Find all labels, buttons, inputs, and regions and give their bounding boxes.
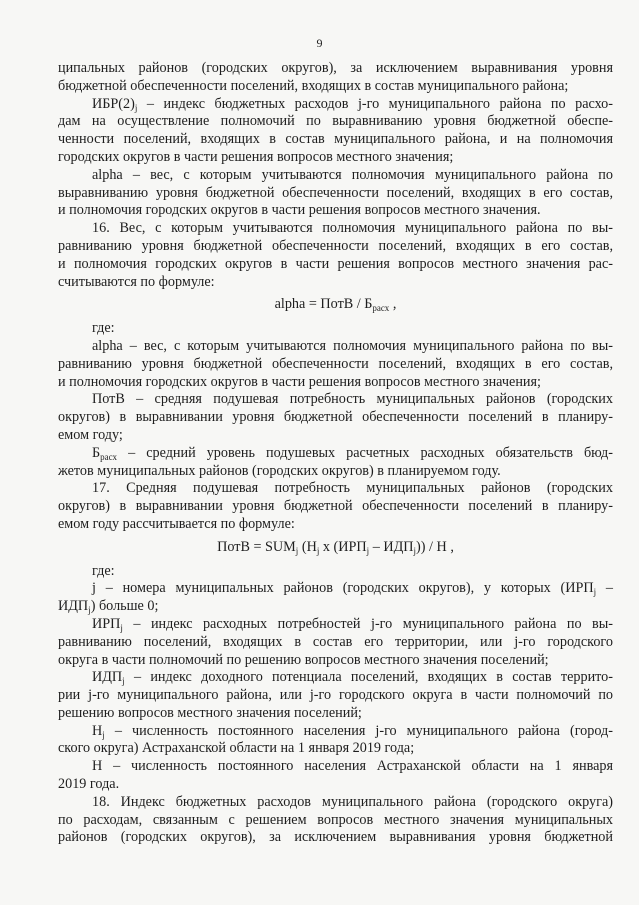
text-line: ципальных районов (городских округов), за исключением выравнивания уровня xyxy=(58,60,613,76)
text-line: 2019 года. xyxy=(58,776,120,793)
text-line: $Н_j$ – численность постоянного населения j-го муниципального района (город- xyxy=(92,722,613,740)
text-line: $ИБР(2)_j$ – индекс бюджетных расходов j-го муниципального района по расхо- xyxy=(92,95,613,113)
text-line: ПотВ = $SUM_j$ ($Н_j$ x $(ИРП_j - ИДП_j)$) / Н , xyxy=(217,538,454,556)
text-line: alpha – вес, с которым учитываются полномочия муниципального района по xyxy=(92,166,613,183)
text-line: районов (городских округов), за исключением выравнивания уровня бюджетной xyxy=(58,829,613,846)
text-line: решению вопросов местного значения поселений; xyxy=(58,704,362,721)
text-line: равниванию уровня бюджетной обеспеченности поселений, входящих в его состав, xyxy=(58,355,613,372)
text-line: округа в части полномочий по решению вопросов местного значения поселений; xyxy=(58,651,549,668)
text-line: j – номера муниципальных районов (городских округов), у которых ($ИРП_j$ – xyxy=(92,580,613,598)
text-line: равниванию поселений, входящих в состав его территории, или j-го городского xyxy=(58,633,613,650)
text-line: 18. Индекс бюджетных расходов муниципального района (городского округа) xyxy=(92,793,613,810)
text-line: городских округов в части решения вопросов местного значения; xyxy=(58,148,454,165)
text-line: Н – численность постоянного населения Астраханской области на 1 января xyxy=(92,758,613,775)
text-line: жетов муниципальных районов (городских округов) в планируемом году. xyxy=(58,462,501,479)
text-line: и полномочия городских округов в части решения вопросов местного значения рас- xyxy=(58,255,613,272)
text-line: $ИРП_j$ – индекс расходных потребностей j-го муниципального района по вы- xyxy=(92,615,613,633)
text-line: где: xyxy=(92,320,115,337)
text-line: по расходам, связанным с решением вопросов местного значения муниципальных xyxy=(58,811,613,828)
page-number: 9 xyxy=(316,36,323,50)
text-line: alpha – вес, с которым учитываются полномочия муниципального района по вы- xyxy=(92,337,613,354)
text-line: и полномочия городских округов в части решения вопросов местного значения. xyxy=(58,202,541,219)
text-line: $ИДП_j$ – индекс доходного потенциала поселений, входящих в состав террито- xyxy=(92,669,613,687)
text-line: выравниванию уровня бюджетной обеспеченности поселений, входящих в его состав, xyxy=(58,184,613,201)
text-line: считываются по формуле: xyxy=(58,273,215,290)
text-line: рии j-го муниципального района, или j-го городского округа в части полномочий по xyxy=(58,687,613,704)
document-body xyxy=(58,60,613,847)
text-line: ПотВ – средняя подушевая потребность муниципальных районов (городских xyxy=(92,391,613,408)
text-line: и полномочия городских округов в части решения вопросов местного значения; xyxy=(58,373,541,390)
text-line: где: xyxy=(92,562,115,579)
text-line: $ИДП_j$) больше 0; xyxy=(58,598,159,616)
text-line: дам на осуществление полномочий по выравниванию уровня бюджетной обеспе- xyxy=(58,113,613,130)
text-line: емом году; xyxy=(58,426,123,443)
text-line: емом году рассчитывается по формуле: xyxy=(58,515,295,532)
text-line: равниванию уровня бюджетной обеспеченности поселений, входящих в его состав, xyxy=(58,237,613,254)
text-line: $Б_{расх}$ – средний уровень подушевых расчетных расходных обязательств бюд- xyxy=(92,444,613,462)
text-line: ченности поселений, входящих в состав муниципального района, и на полномочия xyxy=(58,131,613,148)
text-line: округов) в выравнивании уровня бюджетной обеспеченности поселений в планиру- xyxy=(58,409,613,426)
text-line: ского округа) Астраханской области на 1 января 2019 года; xyxy=(58,740,415,757)
text-line: 17. Средняя подушевая потребность муниципальных районов (городских xyxy=(92,480,613,497)
text-line: 16. Вес, с которым учитываются полномочия муниципального района по вы- xyxy=(92,220,613,237)
text-line: alpha = ПотВ / $Б_{расх}$ , xyxy=(274,296,397,314)
text-line: округов) в выравнивании уровня бюджетной обеспеченности поселений в планиру- xyxy=(58,498,613,515)
text-line: бюджетной обеспеченности поселений, входящих в состав муниципального района; xyxy=(58,77,569,94)
